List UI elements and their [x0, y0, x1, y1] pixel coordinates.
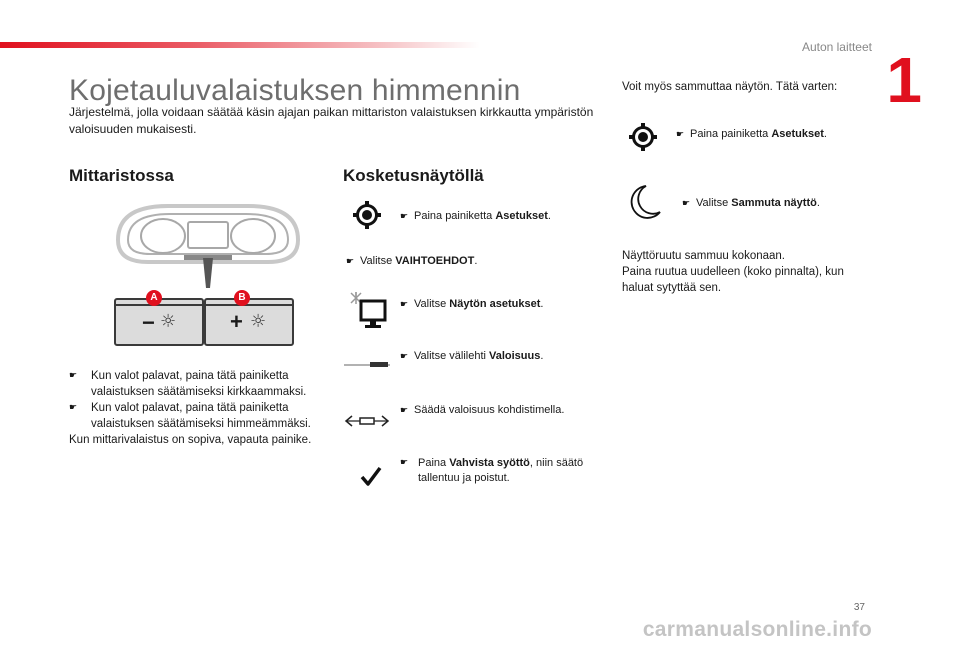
instruction-step: ☛ Kun valot palavat, paina tätä painiketta valaistuksen säätämiseksi himmeämmäksi. [69, 402, 311, 430]
moon-icon [624, 182, 664, 222]
instruction-note: Kun mittarivalaistus on sopiva, vapauta painike. [69, 434, 312, 446]
screen-off-intro: Voit myös sammuttaa näytön. Tätä varten: [622, 81, 838, 93]
touch-step-5: ☛ Säädä valoisuus kohdistimella. [400, 403, 564, 419]
bullet-icon: ☛ [676, 130, 685, 140]
bullet-icon: ☛ [682, 199, 691, 209]
brightness-icon: ☼ [250, 311, 267, 332]
touch-step-3: ☛ Valitse Näytön asetukset. [400, 297, 543, 313]
label-b-badge: B [234, 290, 250, 306]
touch-step-1: ☛ Paina painiketta Asetukset. [400, 209, 551, 225]
brightness-icon: ☼ [160, 311, 177, 332]
page-number: 37 [853, 602, 865, 613]
mittaristossa-instructions [69, 368, 339, 448]
chapter-number: 1 [886, 44, 922, 116]
dimmer-button-b [204, 298, 294, 346]
screen-off-step-2: ☛ Valitse Sammuta näyttö. [682, 196, 820, 212]
bullet-icon: ☛ [400, 406, 409, 416]
screen-off-outro: Näyttöruutu sammuu kokonaan. Paina ruutua uudelleen (koko pinnalta), kun haluat sytyttää sen. [622, 250, 844, 294]
slider-cursor-icon [344, 414, 390, 428]
heading-mittaristossa: Mittaristossa [69, 166, 174, 185]
header-accent-bar [0, 42, 480, 48]
tab-line-icon [344, 360, 390, 368]
gear-icon [628, 122, 658, 152]
touch-step-4: ☛ Valitse välilehti Valoisuus. [400, 349, 543, 365]
bullet-icon: ☛ [69, 403, 78, 413]
gear-icon [352, 200, 382, 230]
bullet-icon: ☛ [400, 212, 409, 222]
bullet-icon: ☛ [346, 257, 355, 267]
instruction-step: ☛ Kun valot palavat, paina tätä painiketta valaistuksen säätämiseksi kirkkaammaksi. [69, 370, 307, 398]
section-label: Auton laitteet [801, 40, 872, 54]
bullet-icon: ☛ [400, 300, 409, 310]
touch-step-2: ☛ Valitse VAIHTOEHDOT. [346, 254, 477, 270]
instrument-cluster-illustration [108, 200, 308, 290]
page-intro: Järjestelmä, jolla voidaan säätää käsin ajajan paikan mittariston valaistuksen kirkkautta ympäristön valoisuuden mukaisesti. [69, 105, 594, 136]
screen-brightness-icon [346, 290, 390, 330]
watermark: carmanualsonline.info [642, 618, 872, 641]
minus-symbol: − [142, 310, 155, 335]
checkmark-icon [360, 466, 382, 486]
bullet-icon: ☛ [400, 458, 409, 468]
label-a-badge: A [146, 290, 162, 306]
bullet-icon: ☛ [400, 352, 409, 362]
page-title: Kojetauluvalaistuksen himmennin [69, 74, 521, 107]
touch-step-6: ☛ Paina Vahvista syöttö, niin säätö tallentuu ja poistut. [400, 457, 584, 484]
plus-symbol: + [230, 309, 243, 334]
screen-off-step-1: ☛ Paina painiketta Asetukset. [676, 127, 827, 143]
heading-kosketusnaytolla: Kosketusnäytöllä [343, 166, 484, 185]
dimmer-button-a [114, 298, 204, 346]
bullet-icon: ☛ [69, 371, 78, 381]
